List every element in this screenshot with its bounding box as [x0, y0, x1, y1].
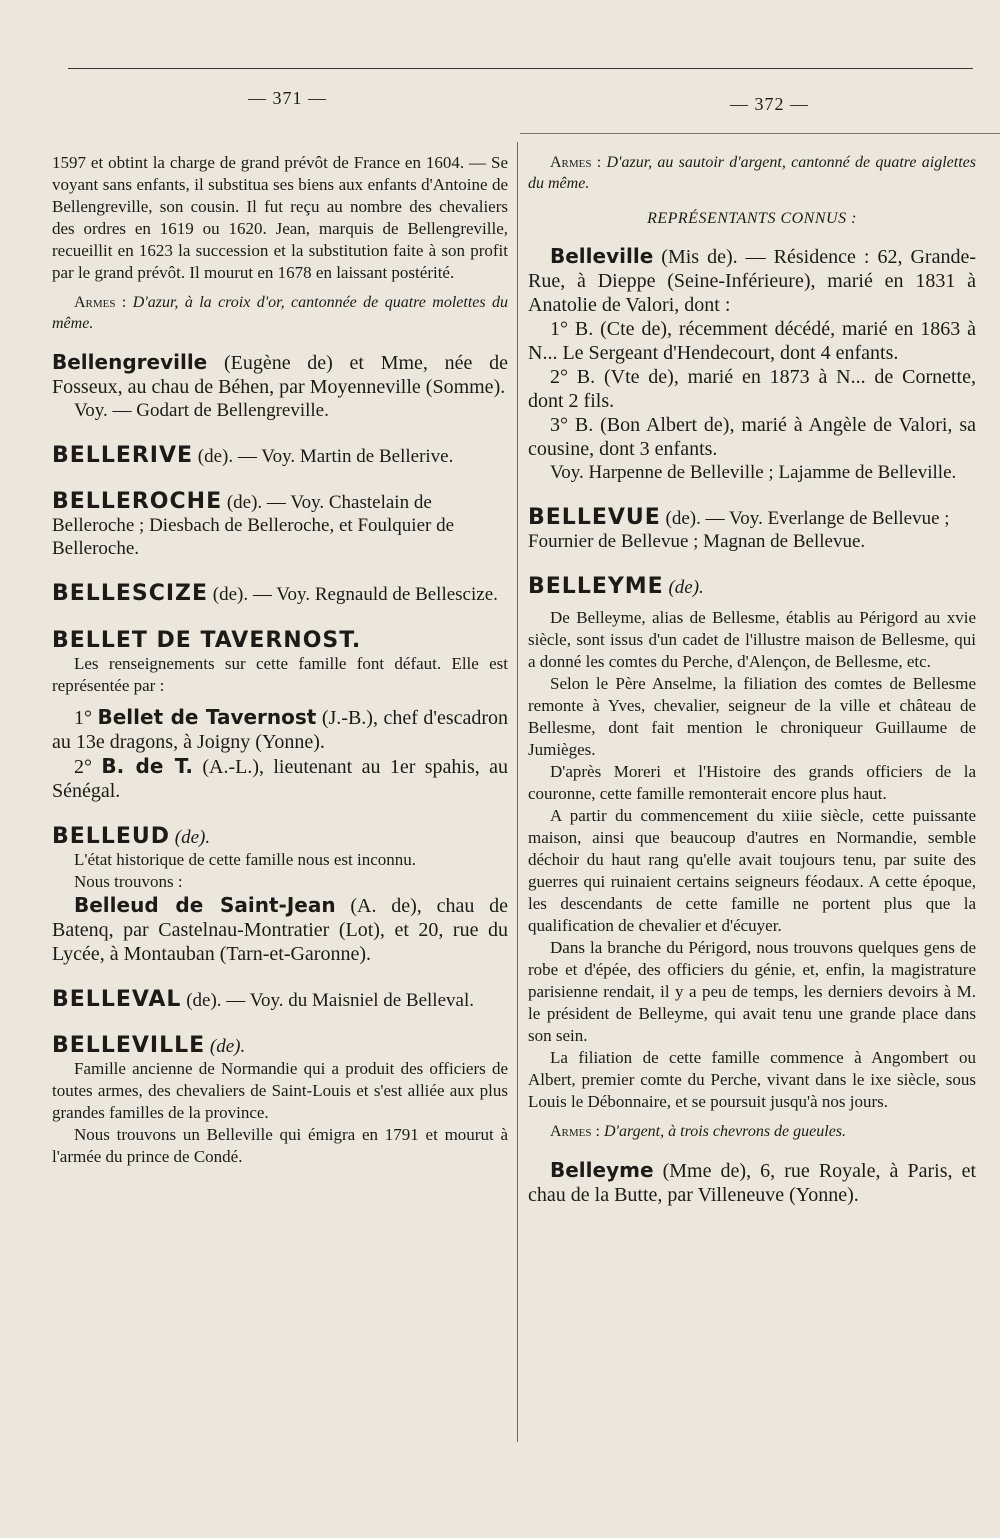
paragraph-continuation: 1597 et obtint la charge de grand prévôt de France en 1604. — Se voyant sans enfants, il substitua ses biens aux enfants d'Antoine de Bellengreville, son cousin. Il fut reçu au nombre des chevaliers des ordres en 1619 ou 1620. Jean, marquis de Bellengreville, recueillit en 1623 la succession et la substitution faite à son profit par le grand prévôt. Il mourut en 1678 en laissant postérité. [52, 153, 508, 282]
right-column [528, 152, 976, 1207]
entry-bellevue [528, 506, 976, 553]
heading-rest: (de). — Voy. Regnauld de Bellescize. [212, 584, 498, 605]
heading-rest: (de). — Voy. du Maisniel de Belleval. [186, 990, 474, 1011]
entry-text: (Mme de), 6, rue Royale, à Paris, et chau de la Butte, par Villeneuve (Yonne). [528, 1160, 976, 1206]
entry-text: (A.-L.), lieutenant au 1er spahis, au Sénégal. [52, 756, 509, 802]
entry-name: Bellet de Tavernost [97, 705, 317, 729]
heading-bellescize: BELLESCIZE [52, 581, 209, 606]
heading-rest: (de). [174, 827, 211, 848]
heading-belleud: BELLEUD [52, 824, 170, 849]
entry-number: 1° [74, 707, 92, 729]
arms-bellengreville [52, 292, 508, 334]
entry-name: Belleyme [550, 1158, 654, 1182]
page-number-right: — 372 — [730, 94, 809, 114]
arms-text: D'azur, au sautoir d'argent, cantonné de quatre aiglettes du même. [528, 154, 977, 192]
left-column [52, 152, 508, 1168]
arms-belleyme [528, 1121, 976, 1142]
paragraph-belleyme-2: Selon le Père Anselme, la filiation des comtes de Bellesme remonte à Yves, chevalier, seigneur de la ville et château de Bellesme, dont fait mention le chroniqueur Guillaume de Jumièges. [528, 674, 976, 759]
entry-belleville-marquis [528, 244, 976, 317]
entry-belleud [52, 825, 508, 849]
entry-belleyme [528, 575, 976, 599]
entry-belleroche [52, 490, 508, 560]
right-header-rule [520, 133, 1000, 134]
entry-bellerive [52, 444, 508, 468]
heading-rest: (de). [209, 1036, 246, 1057]
entry-name: Belleville [550, 244, 654, 268]
paragraph-belleud-1: L'état historique de cette famille nous est inconnu. [74, 850, 417, 869]
paragraph-belleud-2: Nous trouvons : [74, 872, 183, 891]
entry-text: (Mis de). — Résidence : 62, Grande-Rue, à Dieppe (Seine-Inférieure), marié en 1831 à Anatolie de Valori, dont : [528, 246, 976, 316]
entry-number: 2° [74, 756, 92, 778]
heading-belleyme: BELLEYME [528, 574, 664, 599]
heading-rest: (de). — Voy. Martin de Bellerive. [197, 446, 454, 467]
paragraph-belleyme-4: A partir du commencement du xiiie siècle, cette puissante maison, ainsi que beaucoup d'autres en Normandie, semble déchoir du haut rang qu'elle avait toujours tenu, par suite des guerres qui ruinaient certains seigneurs féodaux. A cette époque, les descendants de cette famille ne portent plus que la qualification de chevalier et d'écuyer. [528, 806, 976, 935]
paragraph-belleyme-5: Dans la branche du Périgord, nous trouvons quelques gens de robe et d'épée, des officiers du génie, et, enfin, la magistrature parisienne rendait, il y a peu de temps, les derniers devoirs à M. le président de Belleyme, qui avait tenu une grande place dans son sein. [528, 938, 976, 1045]
column-divider [517, 142, 518, 1442]
entry-belleyme-mme [528, 1158, 976, 1207]
entry-belleud-saint-jean [52, 893, 508, 966]
arms-text: D'argent, à trois chevrons de gueules. [603, 1123, 847, 1140]
voy-bellengreville: Voy. — Godart de Bellengreville. [74, 400, 329, 421]
paragraph-belleville-1: Famille ancienne de Normandie qui a produit des officiers de toutes armes, des chevaliers de Saint-Louis et s'est alliée aux plus grandes familles de la province. [52, 1059, 508, 1122]
heading-belleville: BELLEVILLE [52, 1033, 206, 1058]
heading-rest: (de). [668, 577, 704, 598]
heading-belleroche: BELLEROCHE [52, 489, 223, 514]
entry-text: (J.-B.), chef d'escadron au 13e dragons, à Joigny (Yonne). [52, 707, 509, 753]
heading-belleval: BELLEVAL [52, 987, 182, 1012]
entry-belleville [52, 1034, 508, 1058]
entry-bellet-2 [52, 754, 508, 803]
heading-bellet: BELLET DE TAVERNOST. [52, 628, 362, 653]
voy-belleville: Voy. Harpenne de Belleville ; Lajamme de Belleville. [550, 462, 957, 483]
arms-label: Armes : [550, 154, 602, 171]
representants-heading: REPRÉSENTANTS CONNUS : [647, 210, 857, 227]
heading-bellerive: BELLERIVE [52, 443, 194, 468]
arms-label: Armes : [74, 294, 127, 311]
entry-bellescize [52, 582, 508, 606]
heading-rest: (de). — Voy. Everlange de Bellevue ; Fournier de Bellevue ; Magnan de Bellevue. [528, 508, 950, 552]
entry-belleval [52, 988, 508, 1012]
arms-text: D'azur, à la croix d'or, cantonnée de quatre molettes du même. [52, 294, 508, 332]
entry-belleville-1: 1° B. (Cte de), récemment décédé, marié en 1863 à N... Le Sergeant d'Hendecourt, dont 4 enfants. [528, 318, 976, 364]
entry-name: B. de T. [101, 754, 193, 778]
entry-bellengreville [52, 350, 508, 399]
arms-label: Armes : [550, 1123, 600, 1140]
page-number-left: — 371 — [248, 88, 327, 108]
entry-name: Belleud de Saint-Jean [74, 893, 336, 917]
heading-rest: (de). — Voy. Chastelain de Belleroche ; Diesbach de Belleroche, et Foulquier de Belleroche. [52, 492, 455, 559]
entry-text: (A. de), chau de Batenq, par Castelnau-Montratier (Lot), et 20, rue du Lycée, à Montauban (Tarn-et-Garonne). [52, 895, 508, 965]
entry-belleville-3: 3° B. (Bon Albert de), marié à Angèle de Valori, sa cousine, dont 3 enfants. [528, 414, 976, 460]
top-rule [68, 68, 973, 69]
arms-belleville [528, 152, 976, 194]
paragraph-belleyme-1: De Belleyme, alias de Bellesme, établis au Périgord au xvie siècle, sont issus d'un cadet de l'illustre maison de Bellesme, qui a donné les comtes du Perche, d'Alençon, de Bellesme, etc. [528, 608, 976, 671]
entry-text: (Eugène de) et Mme, née de Fosseux, au chau de Béhen, par Moyenneville (Somme). [52, 352, 508, 398]
entry-bellet [52, 628, 508, 653]
heading-bellevue: BELLEVUE [528, 505, 661, 530]
paragraph-belleyme-6: La filiation de cette famille commence à Angombert ou Albert, premier comte du Perche, vivant dans le ixe siècle, sous Louis le Débonnaire, et se poursuit jusqu'à nos jours. [528, 1048, 976, 1111]
paragraph-belleville-2: Nous trouvons un Belleville qui émigra en 1791 et mourut à l'armée du prince de Condé. [52, 1125, 508, 1166]
entry-bellet-1 [52, 705, 508, 754]
entry-belleville-2: 2° B. (Vte de), marié en 1873 à N... de Cornette, dont 2 fils. [528, 366, 976, 412]
entry-name: Bellengreville [52, 350, 208, 374]
paragraph-bellet: Les renseignements sur cette famille font défaut. Elle est représentée par : [52, 654, 508, 695]
paragraph-belleyme-3: D'après Moreri et l'Histoire des grands officiers de la couronne, cette famille remonterait encore plus haut. [528, 762, 976, 803]
